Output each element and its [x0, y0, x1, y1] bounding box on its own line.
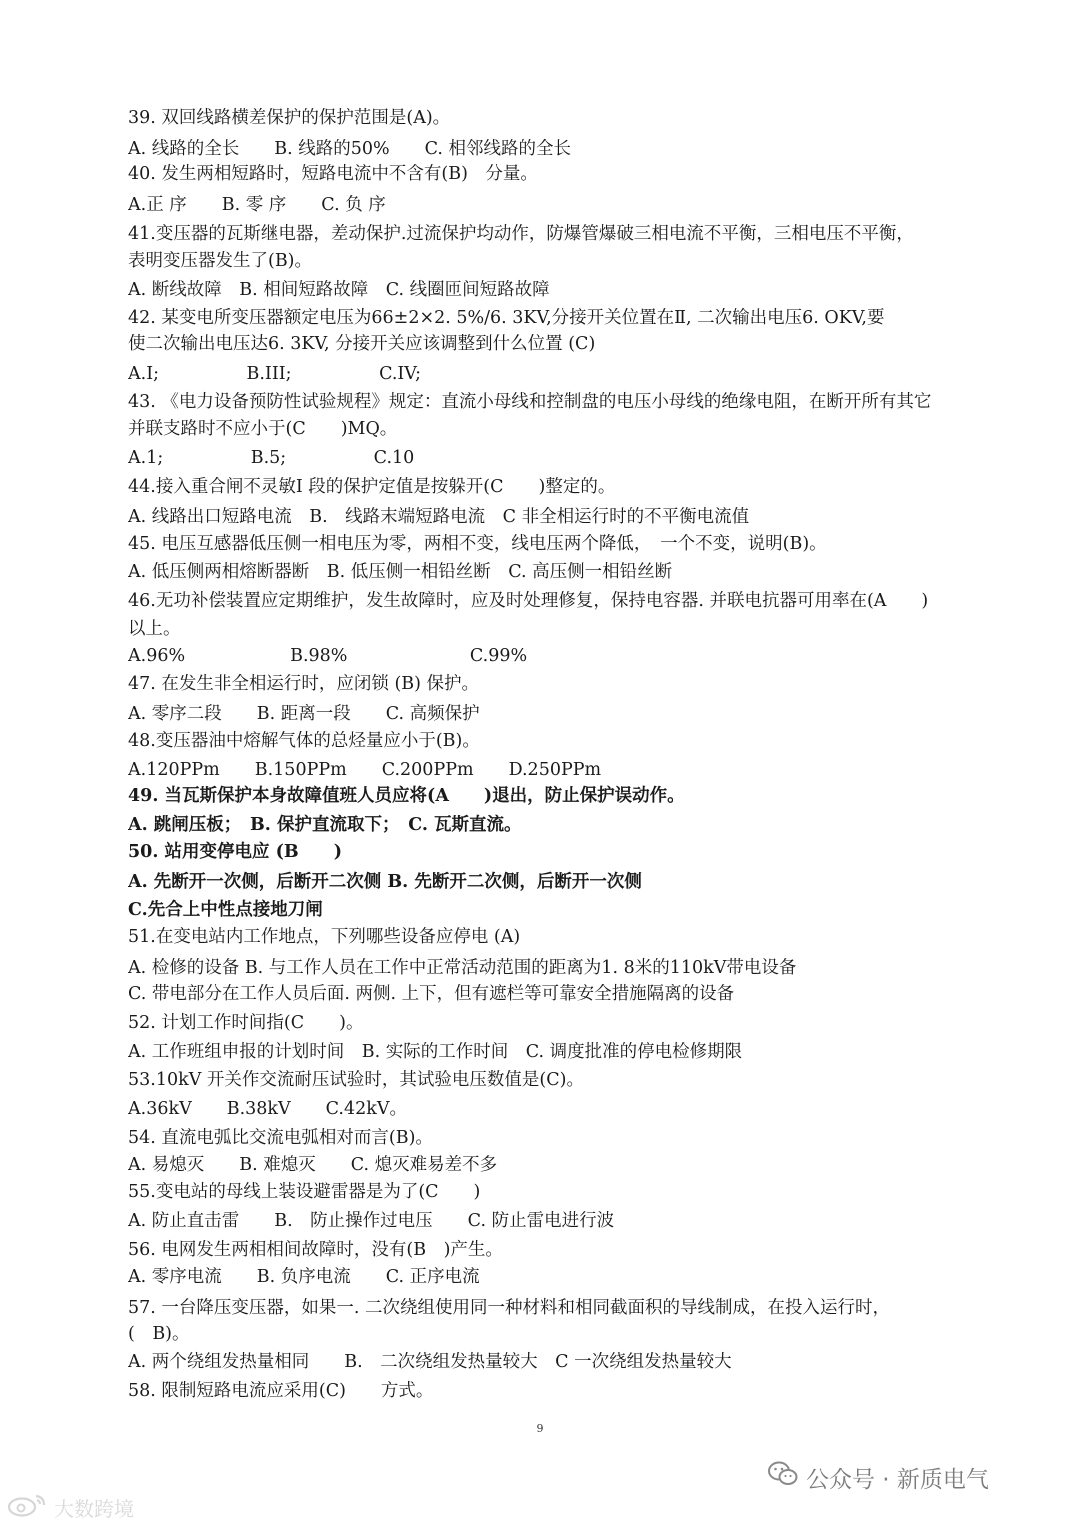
text-line: A. 零序二段 B. 距离一段 C. 高频保护 — [128, 704, 480, 724]
text-line: 50. 站用变停电应 (B ) — [128, 842, 342, 862]
text-line: A. 断线故障 B. 相间短路故障 C. 线圈匝间短路故障 — [128, 280, 550, 300]
text-line: 使二次输出电压达6. 3KV, 分接开关应该调整到什么位置 (C) — [128, 334, 596, 354]
page-number: 9 — [536, 1422, 544, 1435]
text-line: 58. 限制短路电流应采用(C) 方式。 — [128, 1381, 434, 1401]
text-line: 51.在变电站内工作地点，下列哪些设备应停电 (A) — [128, 927, 521, 947]
text-line: A.36kV B.38kV C.42kV。 — [128, 1099, 407, 1119]
text-line: A.I; B.III; C.IV; — [128, 364, 422, 384]
watermark-weibo-text: 大数跨境 — [54, 1496, 134, 1521]
text-line: C.先合上中性点接地刀闸 — [128, 900, 323, 920]
text-line: 43. 《电力设备预防性试验规程》规定：直流小母线和控制盘的电压小母线的绝缘电阻，在断开所有其它 — [128, 392, 932, 412]
text-line: 42. 某变电所变压器额定电压为66±2×2. 5%/6. 3KV,分接开关位置在Ⅱ, 二次输出电压6. OKV,要 — [128, 308, 885, 328]
text-line: A.120PPm B.150PPm C.200PPm D.250PPm — [128, 760, 602, 780]
text-line: A. 先断开一次侧，后断开二次侧 B. 先断开二次侧，后断开一次侧 — [128, 872, 642, 892]
text-line: 46.无功补偿装置应定期维护，发生故障时，应及时处理修复，保持电容器. 并联电抗器可用率在(A ) — [128, 591, 929, 611]
text-line: 以上。 — [128, 619, 181, 639]
text-line: A.正 序 B. 零 序 C. 负 序 — [128, 195, 386, 215]
text-line: 41.变压器的瓦斯继电器，差动保护.过流保护均动作，防爆管爆破三相电流不平衡，三相电压不平衡， — [128, 224, 914, 244]
watermark-weibo — [6, 1492, 134, 1522]
text-line: ( B)。 — [128, 1324, 190, 1344]
text-line: A.96% B.98% C.99% — [128, 646, 528, 666]
text-line: 44.接入重合闸不灵敏I 段的保护定值是按躲开(C )整定的。 — [128, 477, 616, 497]
text-line: A. 检修的设备 B. 与工作人员在工作中正常活动范围的距离为1. 8米的110kV带电设备 — [128, 958, 797, 978]
text-line: 53.10kV 开关作交流耐压试验时，其试验电压数值是(C)。 — [128, 1070, 584, 1090]
watermark-wechat — [768, 1460, 989, 1494]
text-line: C. 带电部分在工作人员后面. 两侧. 上下，但有遮栏等可靠安全措施隔离的设备 — [128, 984, 735, 1004]
text-line: 45. 电压互感器低压侧一相电压为零，两相不变，线电压两个降低， 一个不变，说明(B)。 — [128, 534, 827, 554]
text-line: A. 低压侧两相熔断器断 B. 低压侧一相铅丝断 C. 高压侧一相铅丝断 — [128, 562, 673, 582]
text-line: A. 跳闸压板； B. 保护直流取下； C. 瓦斯直流。 — [128, 815, 522, 835]
text-line: 57. 一台降压变压器，如果一. 二次绕组使用同一种材料和相同截面积的导线制成，在投入运行时， — [128, 1298, 891, 1318]
text-line: A. 防止直击雷 B. 防止操作过电压 C. 防止雷电进行波 — [128, 1211, 615, 1231]
text-line: A. 线路出口短路电流 B. 线路末端短路电流 C 非全相运行时的不平衡电流值 — [128, 507, 750, 527]
text-line: 表明变压器发生了(B)。 — [128, 251, 313, 271]
text-line: 54. 直流电弧比交流电弧相对而言(B)。 — [128, 1128, 433, 1148]
text-line: 并联支路时不应小于(C )MQ。 — [128, 419, 398, 439]
text-line: 52. 计划工作时间指(C )。 — [128, 1013, 364, 1033]
weibo-icon — [6, 1492, 50, 1523]
text-line: 39. 双回线路横差保护的保护范围是(A)。 — [128, 108, 451, 128]
text-line: 40. 发生两相短路时，短路电流中不含有(B) 分量。 — [128, 164, 538, 184]
watermark-wechat-text: 公众号 · 新质电气 — [806, 1466, 989, 1493]
text-line: A.1; B.5; C.10 — [128, 448, 415, 468]
text-line: 49. 当瓦斯保护本身故障值班人员应将(A )退出，防止保护误动作。 — [128, 786, 685, 806]
text-line: A. 线路的全长 B. 线路的50% C. 相邻线路的全长 — [128, 139, 572, 159]
text-line: 55.变电站的母线上装设避雷器是为了(C ) — [128, 1182, 481, 1202]
text-line: 56. 电网发生两相相间故障时，没有(B )产生。 — [128, 1240, 503, 1260]
text-line: A. 两个绕组发热量相同 B. 二次绕组发热量较大 C 一次绕组发热量较大 — [128, 1352, 732, 1372]
text-line: 48.变压器油中熔解气体的总烃量应小于(B)。 — [128, 731, 480, 751]
text-line: A. 工作班组申报的计划时间 B. 实际的工作时间 C. 调度批准的停电检修期限 — [128, 1042, 743, 1062]
wechat-icon — [768, 1461, 798, 1493]
text-line: 47. 在发生非全相运行时，应闭锁 (B) 保护。 — [128, 674, 480, 694]
text-line: A. 零序电流 B. 负序电流 C. 正序电流 — [128, 1267, 480, 1287]
text-line: A. 易熄灭 B. 难熄灭 C. 熄灭难易差不多 — [128, 1155, 498, 1175]
